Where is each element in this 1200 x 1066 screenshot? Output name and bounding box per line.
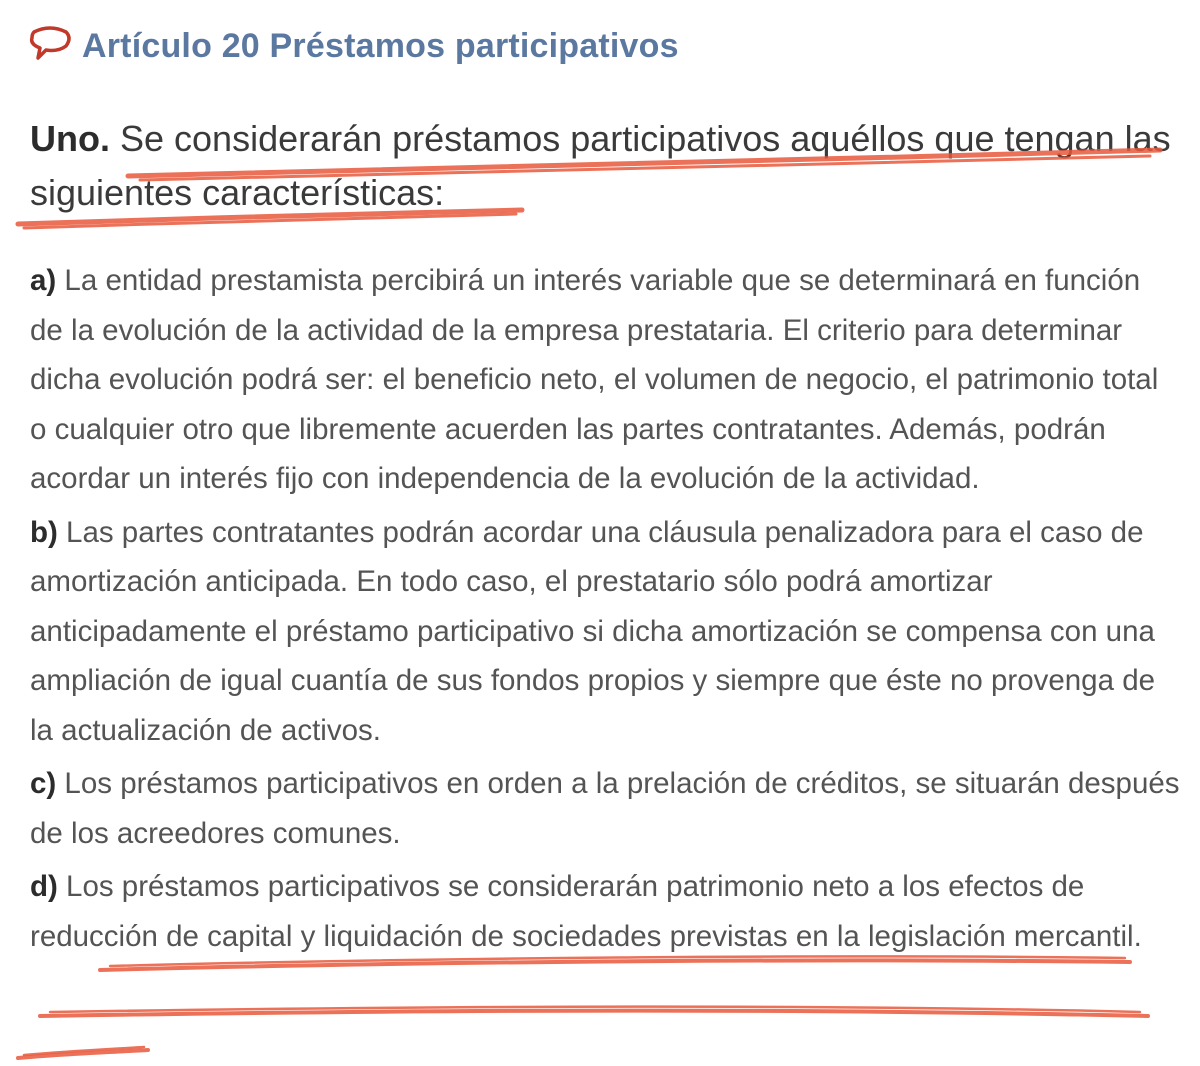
item-label: d) — [30, 870, 58, 903]
item-a — [30, 256, 1180, 504]
intro-label: Uno. — [30, 118, 110, 159]
intro-text: Se considerarán préstamos participativos aquéllos que tengan las siguientes características: — [30, 118, 1171, 213]
item-label: c) — [30, 767, 57, 800]
item-d — [30, 862, 1180, 961]
article-title: Artículo 20 Préstamos participativos — [82, 26, 679, 65]
article-body — [30, 256, 1180, 965]
speech-bubble-icon — [28, 26, 72, 66]
item-text: Los préstamos participativos en orden a la prelación de créditos, se situarán después de los acreedores comunes. — [30, 767, 1180, 850]
item-text: La entidad prestamista percibirá un interés variable que se determinará en función de la evolución de la actividad de la empresa prestataria. El criterio para determinar dicha evolución podrá ser: el beneficio neto, el volumen de negocio, el patrimonio total o cualquier otro que libremente acuerden las partes contratantes. Además, podrán acordar un interés fijo con independencia de la evolución de la actividad. — [30, 264, 1159, 495]
item-text: Los préstamos participativos se considerarán patrimonio neto a los efectos de reducción de capital y liquidación de sociedades previstas en la legislación mercantil. — [30, 870, 1142, 953]
underline-stroke — [40, 1011, 1148, 1016]
item-label: a) — [30, 264, 57, 297]
intro-paragraph — [30, 112, 1180, 220]
item-b — [30, 508, 1180, 756]
underline-stroke — [24, 1047, 144, 1055]
underline-stroke — [18, 1050, 148, 1058]
article-header — [28, 22, 679, 70]
item-label: b) — [30, 515, 58, 549]
item-text: Las partes contratantes podrán acordar una cláusula penalizadora para el caso de amortización anticipada. En todo caso, el prestatario sólo podrá amortizar anticipadamente el préstamo participativo si dicha amortización se compensa con una ampliación de igual cuantía de sus fondos propios y siempre que éste no provenga de la actualización de activos. — [30, 515, 1156, 747]
item-c — [30, 759, 1180, 858]
underline-stroke — [50, 1007, 1140, 1012]
